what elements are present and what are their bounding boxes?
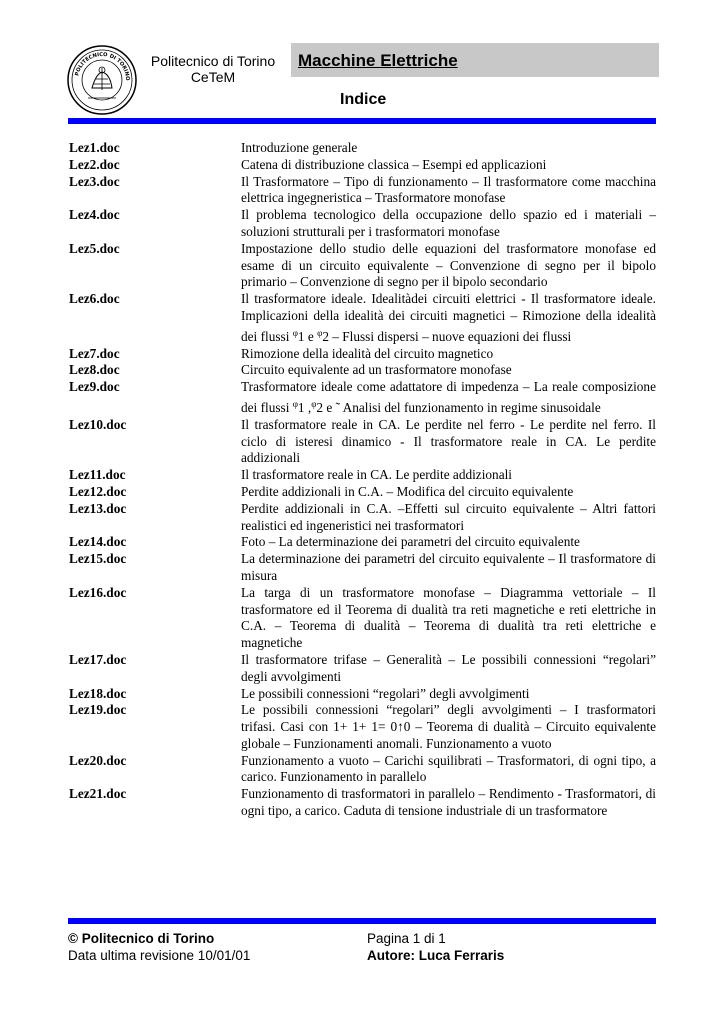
toc-row [69,467,656,484]
toc-description: Le possibili connessioni “regolari” degli avvolgimenti – I trasformatori trifasi. Casi con 1+ 1+ 1= 0↑0 – Teorema di dualità – Circuito equivalente globale – Funzionamenti anomali. Funzionamento a vuoto [241,702,656,751]
toc-filename: Lez15.doc [69,551,127,567]
toc-row [69,753,656,787]
toc-row [69,484,656,501]
toc-row [69,362,656,379]
toc-filename: Lez14.doc [69,534,127,550]
toc-description: Il Trasformatore – Tipo di funzionamento – Il trasformatore come macchina elettrica ingegneristica – Trasformatore monofase [241,173,656,206]
toc-filename: Lez3.doc [69,173,120,189]
toc-description: Le possibili connessioni “regolari” degli avvolgimenti [241,685,530,701]
toc-filename: Lez19.doc [69,702,127,718]
top-rule [68,118,656,124]
toc-filename: Lez8.doc [69,362,120,378]
toc-description: Catena di distribuzione classica – Esempi ed applicazioni [241,156,547,172]
toc-description: Il trasformatore reale in CA. Le perdite nel ferro - Le perdite nel ferro. Il ciclo di isteresi dinamico - Il trasformatore reale in CA. Le perdite addizionali [241,416,656,466]
toc-filename: Lez18.doc [69,685,127,701]
toc-filename: Lez9.doc [69,379,120,395]
header-institution [140,53,286,85]
toc-description: Impostazione dello studio delle equazioni del trasformatore monofase ed esame di un circuito equivalente – Convenzione di segno per il bipolo primario – Convenzione di segno per il bipolo secondario [241,240,656,290]
toc-description-part: 2 – Flussi dispersi – nuove equazioni dei flussi [322,328,572,344]
toc-filename: Lez10.doc [69,416,127,432]
politecnico-seal-logo [66,44,138,116]
toc-row [69,534,656,551]
toc-row [69,786,656,820]
toc-description [241,291,656,345]
toc-row [69,140,656,157]
toc-filename: Lez20.doc [69,752,127,768]
phi-symbol: φ [292,327,298,338]
toc-filename: Lez7.doc [69,345,120,361]
toc-description: La determinazione dei parametri del circuito equivalente – Il trasformatore di misura [241,551,656,583]
footer-left [68,930,250,964]
toc-row [69,417,656,467]
footer-page: Pagina 1 di 1 [367,931,446,946]
toc-description: Il trasformatore reale in CA. Le perdite addizionali [241,467,512,483]
toc-filename: Lez21.doc [69,786,127,802]
seal-text: POLITECNICO DI TORINO [74,51,131,81]
phi-symbol: φ [317,327,323,338]
toc-filename: Lez11.doc [69,467,126,483]
toc-description-part: 1 , [297,399,312,415]
toc-filename: Lez2.doc [69,156,120,172]
toc-description: Il problema tecnologico della occupazione dello spazio ed i materiali – soluzioni strutturali per i trasformatori monofase [241,207,656,239]
toc-row [69,174,656,208]
toc-filename: Lez16.doc [69,584,127,600]
toc-filename: Lez12.doc [69,483,127,499]
toc-row [69,686,656,703]
phi-symbol: φ [311,398,317,409]
toc-row [69,241,656,291]
toc-filename: Lez13.doc [69,500,127,516]
toc-row [69,652,656,686]
phi-symbol: φ [292,398,298,409]
toc-row [69,585,656,652]
toc-row [69,379,656,417]
toc-filename: Lez1.doc [69,140,120,155]
toc-row [69,501,656,535]
toc-row [69,346,656,363]
toc-filename: Lez6.doc [69,291,120,307]
toc-description: Foto – La determinazione dei parametri del circuito equivalente [241,534,580,550]
toc-filename: Lez5.doc [69,240,120,256]
toc-description: La targa di un trasformatore monofase – Diagramma vettoriale – Il trasformatore ed il Teorema di dualità tra reti magnetiche e reti elettriche in C.A. – Teorema di dualità – Teorema di dualità tra reti elettriche e magnetiche [241,584,656,651]
toc-filename: Lez4.doc [69,207,120,223]
institution-name: Politecnico di Torino [150,53,276,69]
toc-description: Funzionamento di trasformatori in parallelo – Rendimento - Trasformatori, di ogni tipo, a carico. Caduta di tensione industriale di un trasformatore [241,786,656,819]
toc-description: Il trasformatore trifase – Generalità – Le possibili connessioni “regolari” degli avvolgimenti [241,651,656,684]
toc-description: Perdite addizionali in C.A. –Effetti sul circuito equivalente – Altri fattori realistici ed ingeneristici nei trasformatori [241,500,656,533]
toc-description-part: 2 e ˜ Analisi del funzionamento in regime sinusoidale [316,399,601,415]
course-title: Macchine Elettriche [298,51,458,70]
bottom-rule [68,918,656,924]
footer-author: Autore: Luca Ferraris [367,948,505,963]
footer-copyright: © Politecnico di Torino [68,931,215,946]
toc-description-part: Trasformatore ideale come adattatore di impedenza – La reale composizione dei flussi [241,379,656,415]
toc-row [69,551,656,585]
toc-filename: Lez17.doc [69,651,127,667]
toc-description-part: Il trasformatore ideale. Idealitàdei circuiti elettrici - Il trasformatore ideale. Implicazioni della idealità dei circuiti magnetici – Rimozione della idealità dei flussi [241,291,656,344]
toc-description: Rimozione della idealità del circuito magnetico [241,345,494,361]
toc-description-part: 1 e [297,328,318,344]
center-name: CeTeM [190,69,236,85]
footer-right [367,930,504,964]
toc-row [69,291,656,345]
footer-revision: Data ultima revisione 10/01/01 [68,948,251,963]
toc-description [241,379,656,417]
table-of-contents [69,140,656,820]
toc-description: Circuito equivalente ad un trasformatore monofase [241,362,512,378]
toc-description: Perdite addizionali in C.A. – Modifica del circuito equivalente [241,483,574,499]
toc-description: Funzionamento a vuoto – Carichi squilibrati – Trasformatori, di ogni tipo, a carico. Funzionamento in parallelo [241,752,656,785]
toc-row [69,702,656,752]
section-heading: Indice [340,91,387,108]
toc-row [69,207,656,241]
course-title-box [291,43,659,77]
toc-row [69,157,656,174]
toc-description: Introduzione generale [241,140,358,155]
